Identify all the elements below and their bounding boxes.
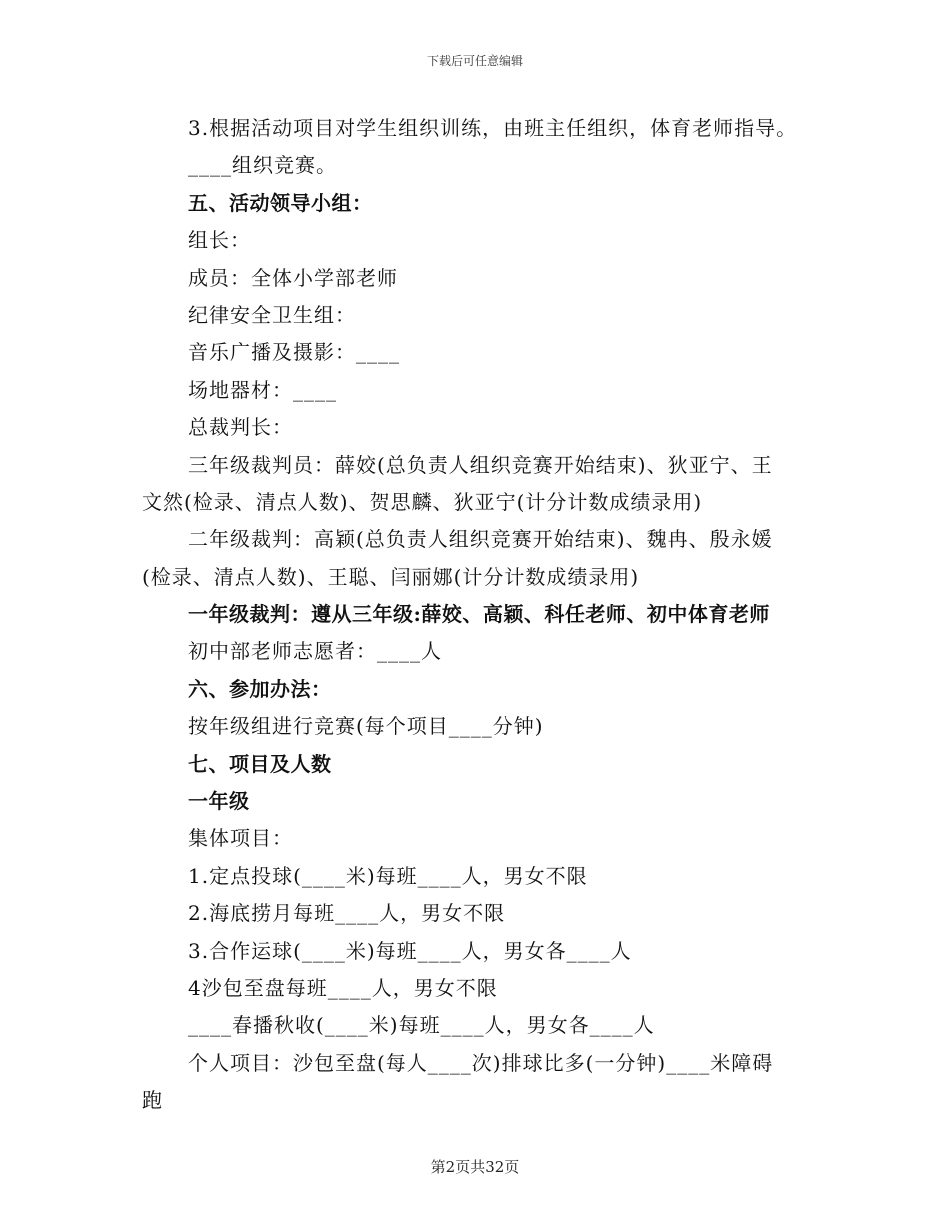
paragraph-line: (检录、清点人数)、王聪、闫丽娜(计分计数成绩录用) [142,564,640,589]
paragraph-line: 成员：全体小学部老师 [188,265,398,290]
paragraph-line: 3.根据活动项目对学生组织训练，由班主任组织，体育老师指导。 [188,116,798,140]
paragraph-line: 二年级裁判：高颖(总负责人组织竞赛开始结束)、魏冉、殷永媛 [188,527,773,552]
section-heading: 七、项目及人数 [188,751,332,776]
paragraph-line: 总裁判长： [188,415,293,440]
page-footer: 第2页共32页 [430,1158,520,1176]
paragraph-line: 3.合作运球(____米)每班____人，男女各____人 [188,938,632,963]
document-body [142,110,812,1120]
paragraph-line: 文然(检录、清点人数)、贺思麟、狄亚宁(计分计数成绩录用) [142,489,703,514]
paragraph-line: 4沙包至盘每班____人，男女不限 [188,975,498,1000]
paragraph-line: 1.定点投球(____米)每班____人，男女不限 [188,863,588,888]
paragraph-line: 按年级组进行竞赛(每个项目____分钟) [188,714,544,739]
paragraph-line: 纪律安全卫生组： [188,302,356,327]
section-heading: 六、参加办法： [188,676,332,701]
paragraph-line: ____组织竞赛。 [188,153,337,178]
paragraph-line: 2.海底捞月每班____人，男女不限 [188,901,506,926]
paragraph-line: 集体项目： [188,826,293,851]
section-heading: 一年级 [188,789,250,814]
section-heading: 一年级裁判：遵从三年级:薛姣、高颖、科任老师、初中体育老师 [188,602,770,627]
paragraph-line: 三年级裁判员：薛姣(总负责人组织竞赛开始结束)、狄亚宁、王 [188,452,773,477]
section-heading: 五、活动领导小组： [188,190,373,215]
paragraph-line: 跑 [142,1088,163,1113]
paragraph-line: 初中部老师志愿者：____人 [188,639,442,664]
page-header: 下载后可任意编辑 [426,54,523,68]
paragraph-line: 场地器材：____ [188,377,337,402]
paragraph-line: ____春播秋收(____米)每班____人，男女各____人 [188,1013,655,1038]
paragraph-line: 音乐广播及摄影：____ [188,340,400,365]
paragraph-line: 组长： [188,228,251,253]
paragraph-line: 个人项目：沙包至盘(每人____次)排球比多(一分钟)____米障碍 [188,1050,774,1075]
